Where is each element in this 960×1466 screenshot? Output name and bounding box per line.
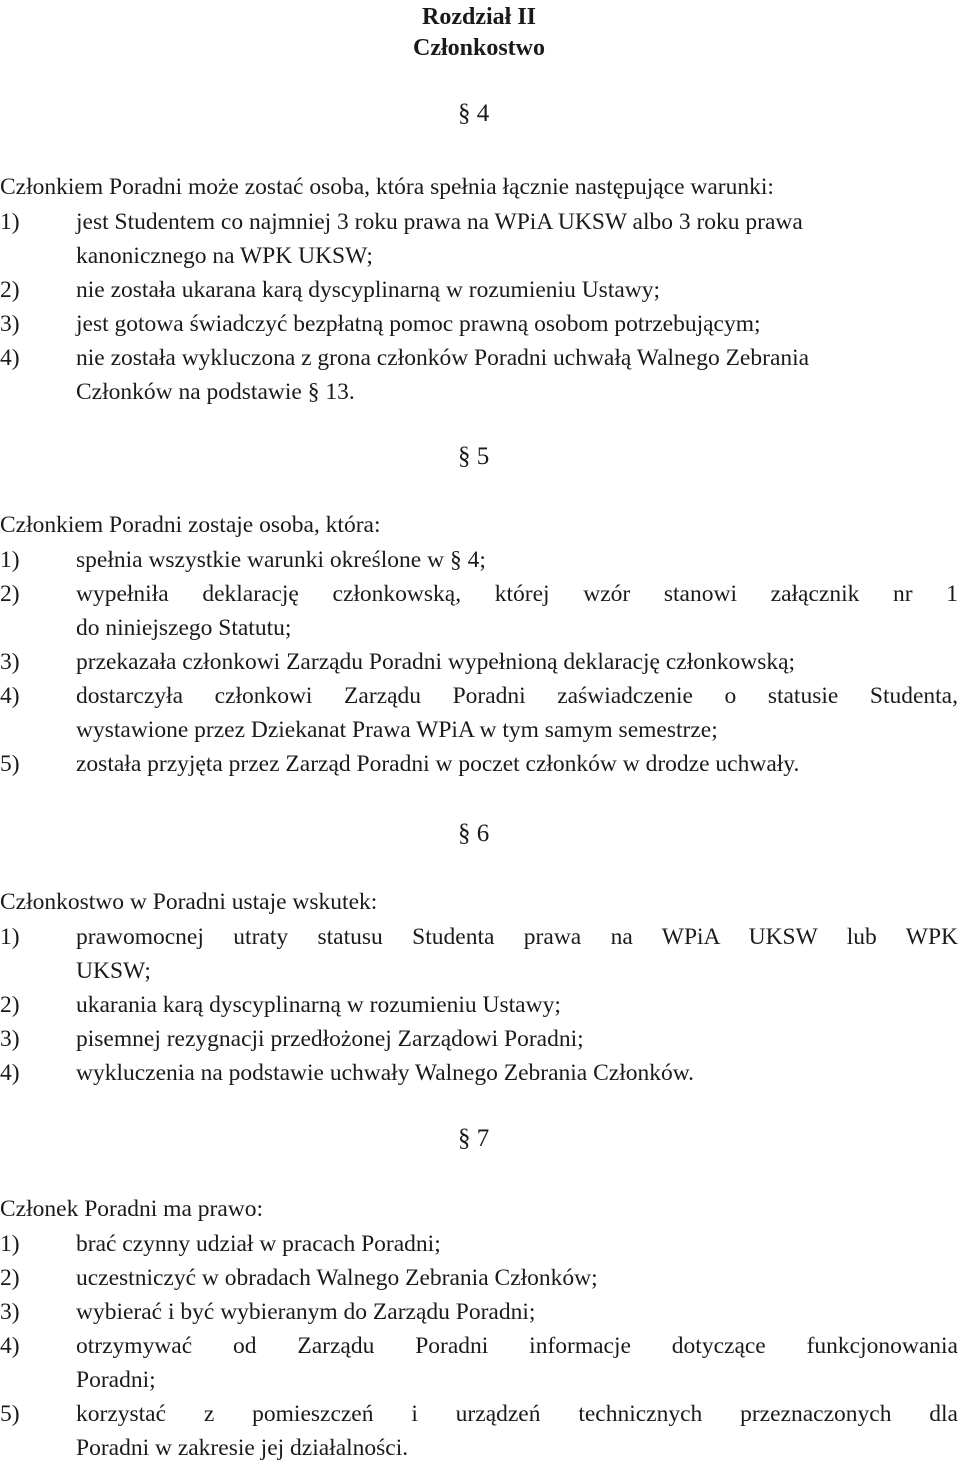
list-item-text: przekazała członkowi Zarządu Poradni wypełnioną deklarację członkowską;: [76, 649, 796, 675]
paragraph-sign: § 7: [458, 1125, 490, 1152]
list-item-text: do niniejszego Statutu;: [76, 615, 292, 641]
chapter-title: Rozdział II: [422, 4, 536, 30]
list-item-number: 1): [0, 1231, 20, 1257]
list-item-number: 2): [0, 992, 20, 1018]
list-item-number: 4): [0, 1333, 20, 1359]
list-item-number: 3): [0, 311, 20, 337]
list-item-text: wystawione przez Dziekanat Prawa WPiA w tym samym semestrze;: [76, 717, 718, 743]
list-item-number: 4): [0, 1060, 20, 1086]
list-item-text: wykluczenia na podstawie uchwały Walnego Zebrania Członków.: [76, 1060, 695, 1086]
list-item-text: otrzymywać od Zarządu Poradni informacje dotyczące funkcjonowania: [76, 1333, 958, 1359]
list-item-text: spełnia wszystkie warunki określone w § 4;: [76, 547, 486, 573]
list-item-text: kanonicznego na WPK UKSW;: [76, 243, 373, 269]
list-item-number: 1): [0, 209, 20, 235]
section-intro: Członkostwo w Poradni ustaje wskutek:: [0, 889, 378, 915]
list-item-number: 3): [0, 1299, 20, 1325]
list-item-text: Poradni;: [76, 1367, 156, 1393]
list-item-text: Członków na podstawie § 13.: [76, 379, 355, 405]
list-item-number: 1): [0, 924, 20, 950]
list-item-number: 2): [0, 581, 20, 607]
list-item-text: UKSW;: [76, 958, 151, 984]
list-item-text: pisemnej rezygnacji przedłożonej Zarządowi Poradni;: [76, 1026, 584, 1052]
section-intro: Członkiem Poradni zostaje osoba, która:: [0, 512, 381, 538]
section-intro: Członek Poradni ma prawo:: [0, 1196, 264, 1222]
list-item-text: wybierać i być wybieranym do Zarządu Poradni;: [76, 1299, 536, 1325]
list-item-number: 1): [0, 547, 20, 573]
list-item-text: uczestniczyć w obradach Walnego Zebrania Członków;: [76, 1265, 598, 1291]
paragraph-sign: § 6: [458, 820, 490, 847]
list-item-number: 5): [0, 751, 20, 777]
paragraph-sign: § 4: [458, 100, 490, 127]
list-item-number: 2): [0, 1265, 20, 1291]
list-item-text: brać czynny udział w pracach Poradni;: [76, 1231, 441, 1257]
list-item-text: dostarczyła członkowi Zarządu Poradni zaświadczenie o statusie Studenta,: [76, 683, 958, 709]
list-item-text: nie została wykluczona z grona członków Poradni uchwałą Walnego Zebrania: [76, 345, 810, 371]
list-item-number: 3): [0, 649, 20, 675]
section-intro: Członkiem Poradni może zostać osoba, która spełnia łącznie następujące warunki:: [0, 174, 774, 200]
list-item-number: 4): [0, 345, 20, 371]
list-item-number: 5): [0, 1401, 20, 1427]
list-item-number: 2): [0, 277, 20, 303]
chapter-subtitle: Członkostwo: [412, 35, 545, 61]
list-item-text: korzystać z pomieszczeń i urządzeń technicznych przeznaczonych dla: [76, 1401, 958, 1427]
list-item-text: jest Studentem co najmniej 3 roku prawa na WPiA UKSW albo 3 roku prawa: [76, 209, 803, 235]
list-item-text: jest gotowa świadczyć bezpłatną pomoc prawną osobom potrzebującym;: [76, 311, 761, 337]
list-item-text: wypełniła deklarację członkowską, której wzór stanowi załącznik nr 1: [76, 581, 958, 607]
list-item-text: Poradni w zakresie jej działalności.: [76, 1435, 409, 1461]
list-item-number: 4): [0, 683, 20, 709]
list-item-text: została przyjęta przez Zarząd Poradni w poczet członków w drodze uchwały.: [76, 751, 800, 777]
list-item-text: nie została ukarana karą dyscyplinarną w rozumieniu Ustawy;: [76, 277, 661, 303]
paragraph-sign: § 5: [458, 443, 490, 470]
list-item-number: 3): [0, 1026, 20, 1052]
list-item-text: prawomocnej utraty statusu Studenta prawa na WPiA UKSW lub WPK: [76, 924, 958, 950]
list-item-text: ukarania karą dyscyplinarną w rozumieniu Ustawy;: [76, 992, 561, 1018]
